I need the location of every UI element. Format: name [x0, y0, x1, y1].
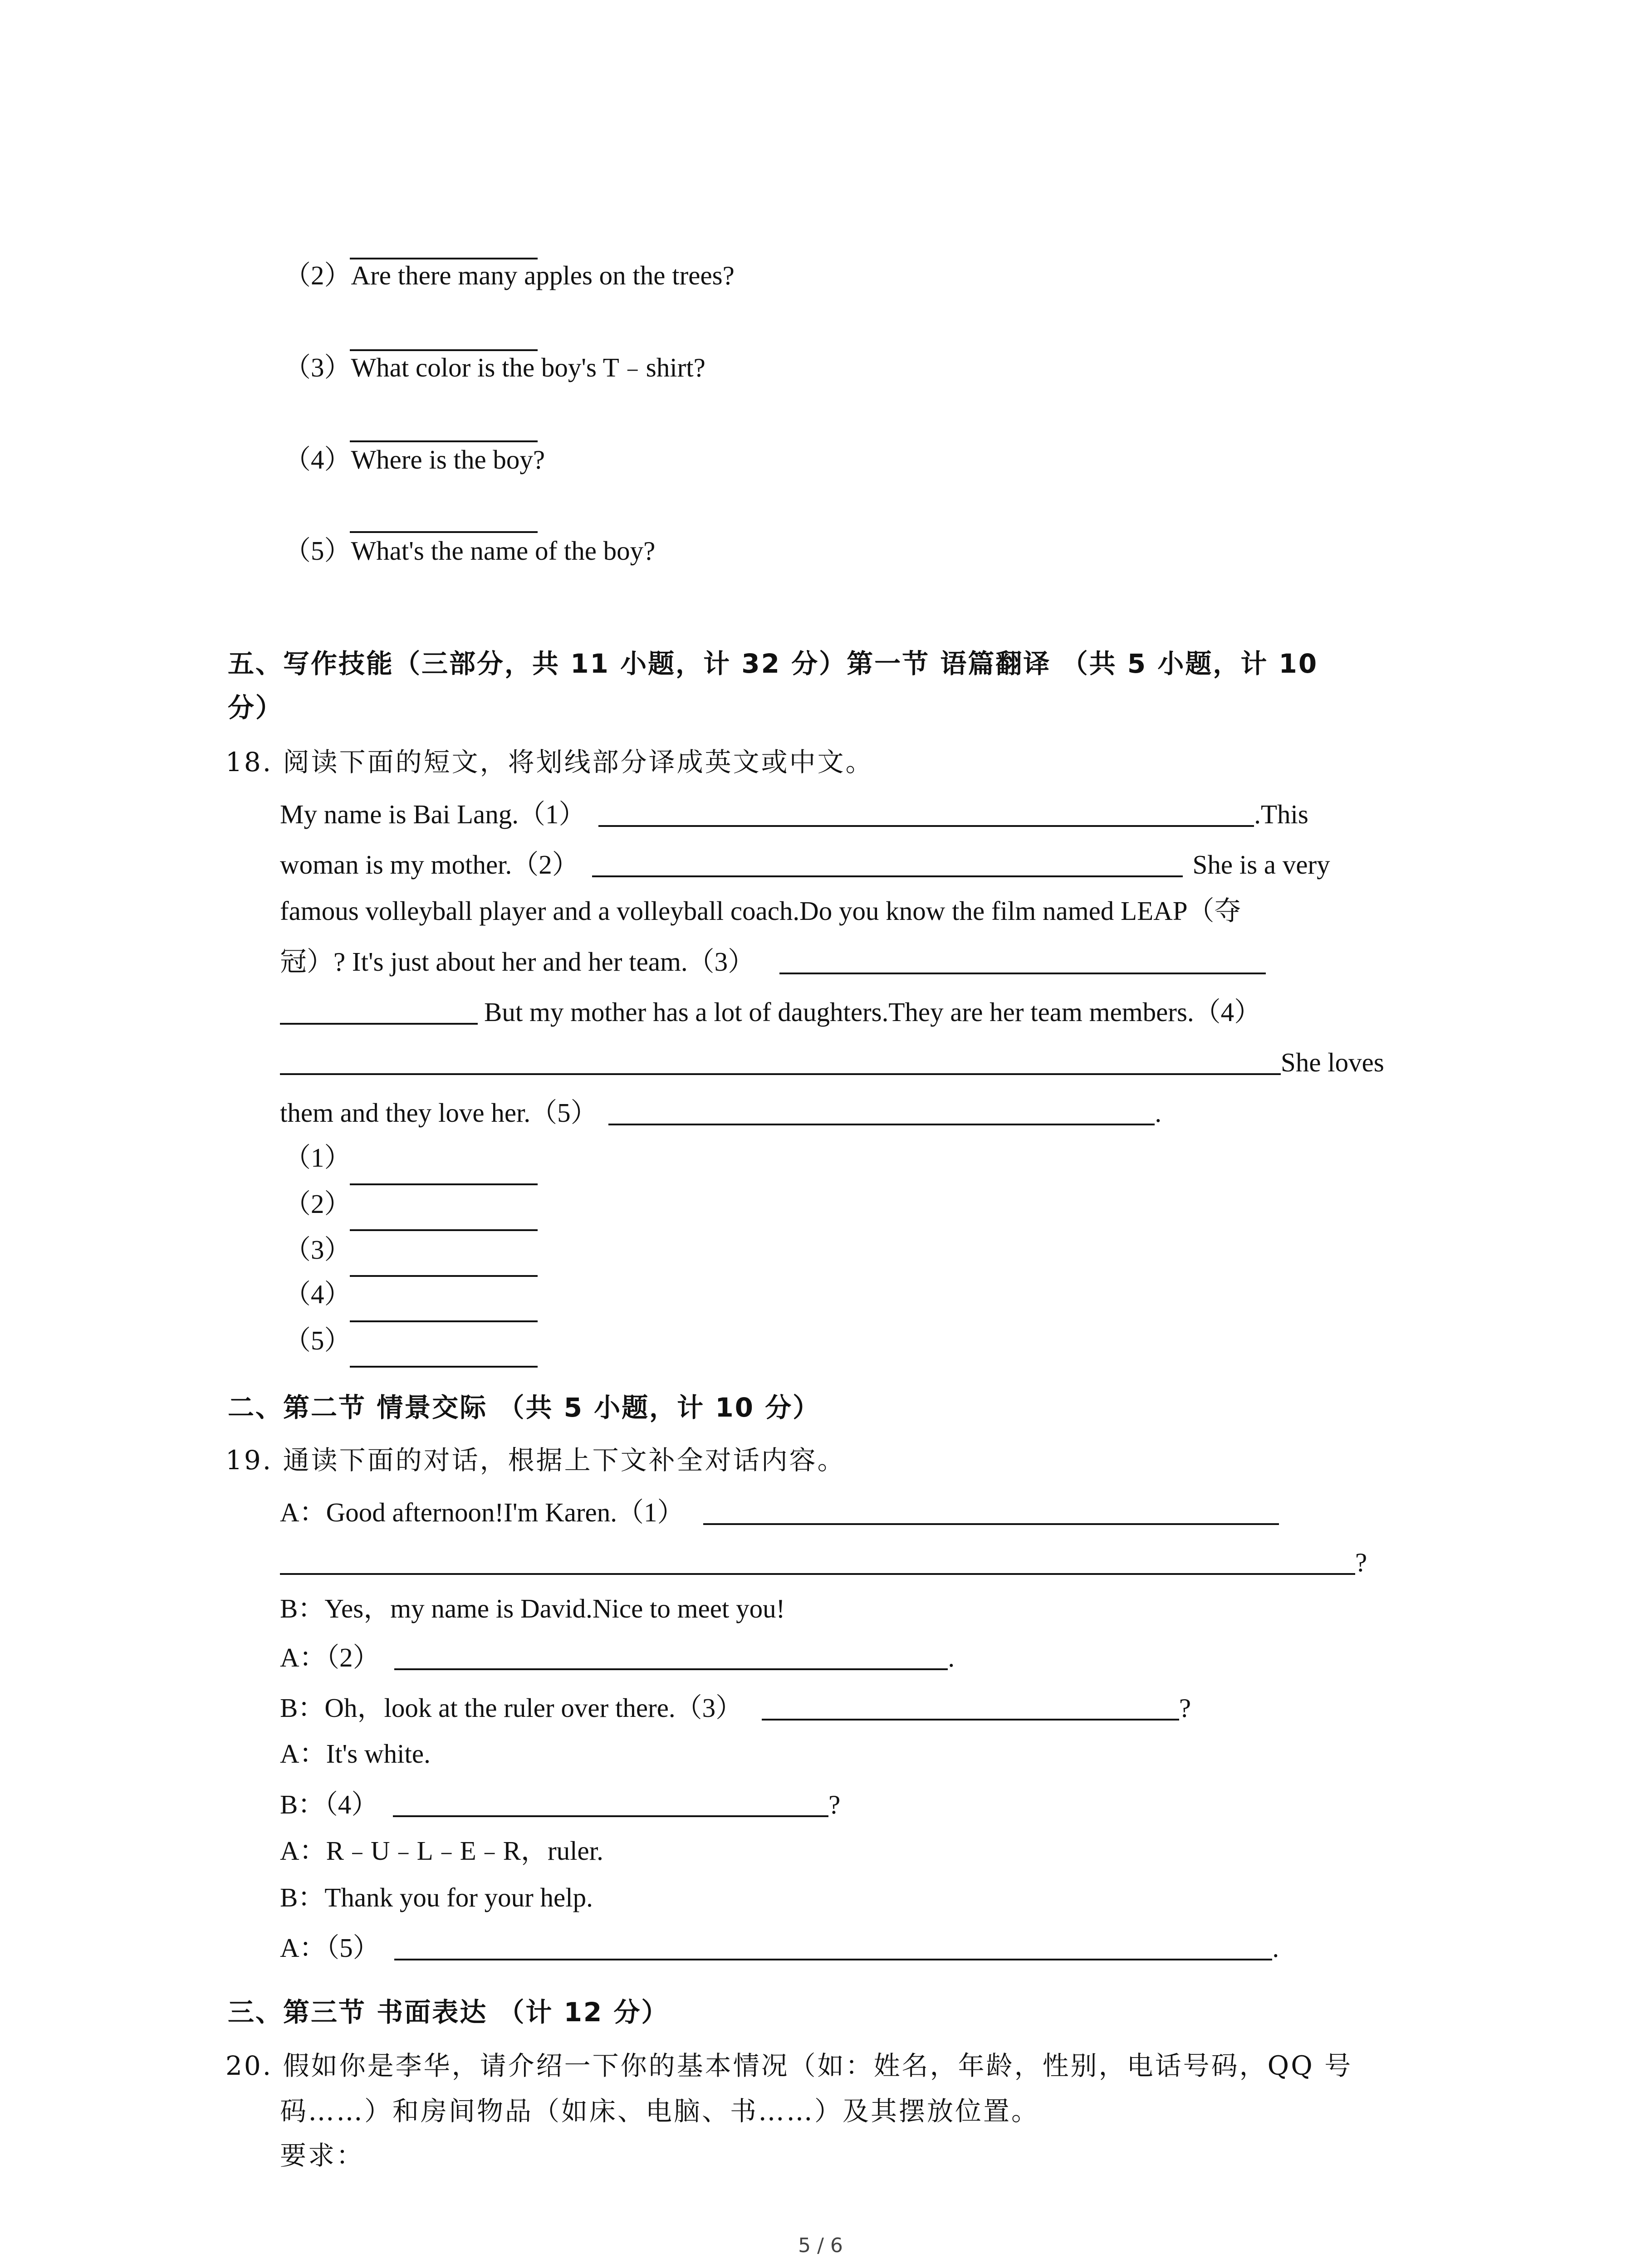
answer-blank[interactable] [350, 1183, 538, 1185]
answer-blank[interactable] [608, 1097, 1155, 1125]
question-prompt-cont: 码……）和房间物品（如床、电脑、书……）及其摆放位置。 [280, 2096, 1040, 2126]
answer-label: （4） [284, 1279, 351, 1309]
dialogue-line: A：Good afternoon!I'm Karen.（1） [280, 1497, 1279, 1528]
answer-blank[interactable] [779, 946, 1266, 974]
question-prompt: 20. 假如你是李华，请介绍一下你的基本情况（如：姓名，年龄，性别，电话号码，QQ 号 [225, 2050, 1353, 2081]
answer-blank[interactable] [350, 440, 538, 442]
dialogue-line: B：Thank you for your help. [280, 1882, 593, 1912]
passage-line: My name is Bai Lang.（1） .This [280, 799, 1308, 829]
question-item: （2）Are there many apples on the trees? [284, 260, 735, 290]
answer-blank[interactable] [350, 531, 538, 533]
answer-blank[interactable] [350, 1320, 538, 1322]
answer-blank[interactable] [280, 1047, 1281, 1075]
answer-label: （1） [284, 1143, 351, 1173]
dialogue-line: A：（2） . [280, 1642, 955, 1672]
answer-label: （5） [284, 1325, 351, 1355]
question-prompt: 18. 阅读下面的短文，将划线部分译成英文或中文。 [225, 747, 874, 777]
dialogue-line: A：R﹣U﹣L﹣E﹣R，ruler. [280, 1836, 603, 1866]
answer-blank[interactable] [350, 1366, 538, 1368]
answer-blank[interactable] [350, 349, 538, 351]
answer-blank[interactable] [598, 799, 1254, 827]
section-heading: 五、写作技能（三部分，共 11 小题，计 32 分）第一节 语篇翻译 （共 5 小题，计 10 [228, 648, 1318, 679]
section-heading: 三、第三节 书面表达 （计 12 分） [228, 1997, 669, 2028]
answer-blank[interactable] [394, 1642, 948, 1670]
answer-label: （3） [284, 1235, 351, 1265]
answer-blank[interactable] [592, 849, 1183, 877]
passage-line: woman is my mother.（2） She is a very [280, 850, 1330, 880]
passage-line: She loves [280, 1047, 1384, 1078]
passage-line: them and they love her.（5） . [280, 1098, 1162, 1128]
answer-blank[interactable] [394, 1932, 1272, 1960]
requirements-label: 要求： [280, 2140, 365, 2171]
answer-blank[interactable] [350, 1229, 538, 1231]
question-item: （3）What color is the boy's T﹣shirt? [284, 352, 705, 382]
dialogue-line: A：It's white. [280, 1739, 431, 1769]
dialogue-line: B：（4） ? [280, 1789, 841, 1819]
dialogue-line: B：Oh，look at the ruler over there.（3） ? [280, 1693, 1191, 1723]
section-heading-cont: 分） [228, 692, 284, 723]
page-number: 5 / 6 [798, 2234, 843, 2257]
answer-blank[interactable] [350, 1275, 538, 1277]
passage-line: 冠）? It's just about her and her team.（3） [280, 946, 1266, 978]
section-heading: 二、第二节 情景交际 （共 5 小题，计 10 分） [228, 1392, 821, 1423]
question-item: （4）Where is the boy? [284, 445, 545, 474]
dialogue-line: B：Yes，my name is David.Nice to meet you! [280, 1593, 785, 1623]
question-prompt: 19. 通读下面的对话，根据上下文补全对话内容。 [225, 1445, 846, 1476]
answer-blank[interactable] [762, 1692, 1179, 1721]
answer-blank[interactable] [350, 258, 538, 259]
answer-blank[interactable] [280, 1547, 1355, 1575]
answer-label: （2） [284, 1189, 351, 1219]
passage-line: But my mother has a lot of daughters.They are her team members.（4） [280, 997, 1261, 1028]
dialogue-line: ? [280, 1547, 1367, 1578]
answer-blank[interactable] [280, 997, 478, 1025]
answer-blank[interactable] [393, 1789, 828, 1817]
passage-line: famous volleyball player and a volleyball coach.Do you know the film named LEAP（夺 [280, 896, 1241, 926]
question-item: （5）What's the name of the boy? [284, 536, 656, 566]
dialogue-line: A：（5） . [280, 1933, 1279, 1963]
answer-blank[interactable] [703, 1497, 1279, 1525]
